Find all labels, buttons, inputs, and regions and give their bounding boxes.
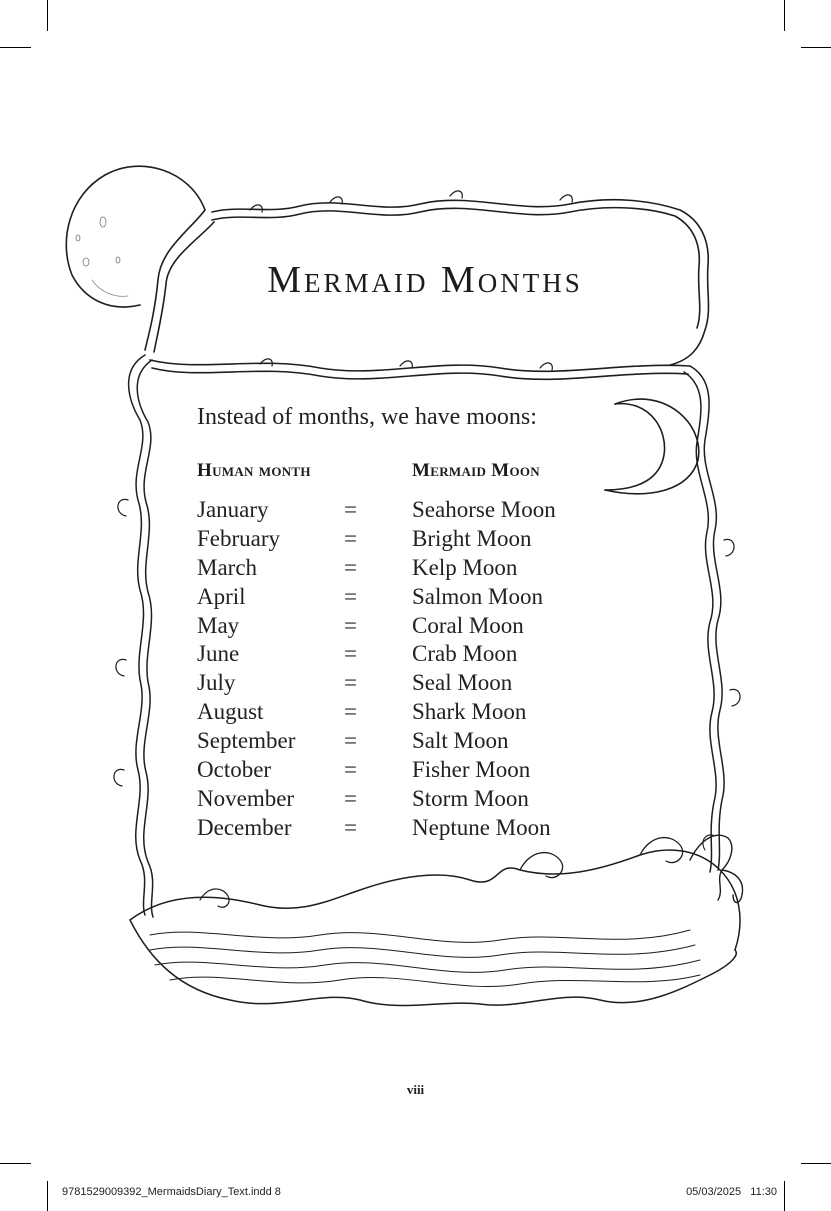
human-month: December: [197, 814, 292, 840]
table-row: [197, 814, 597, 843]
mermaid-moon: Fisher Moon: [412, 757, 531, 783]
slug-filename: 9781529009392_MermaidsDiary_Text.indd 8: [62, 1186, 281, 1198]
left-scroll-border: [114, 355, 153, 917]
mermaid-moon: Coral Moon: [412, 612, 524, 638]
right-scroll-border: [684, 366, 740, 872]
equals-sign: =: [344, 554, 357, 580]
equals-sign: =: [344, 612, 357, 638]
crescent-moon-icon: [605, 399, 699, 494]
mermaid-moon: Seal Moon: [412, 670, 513, 696]
title-word-2: Months: [441, 259, 583, 301]
page-number: viii: [406, 1082, 425, 1097]
mermaid-moon: Neptune Moon: [412, 814, 551, 840]
equals-sign: =: [344, 757, 357, 783]
table-row: [197, 785, 597, 814]
table-row: [197, 640, 597, 669]
equals-sign: =: [344, 814, 357, 840]
human-month: May: [197, 612, 240, 638]
slug-datetime: 05/03/2025 11:30: [686, 1186, 777, 1198]
human-month: June: [197, 641, 240, 667]
equals-sign: =: [344, 670, 357, 696]
month-table: [197, 496, 597, 843]
mermaid-moon: Bright Moon: [412, 525, 532, 551]
crop-mark-bottom-right-v: [784, 1181, 785, 1211]
crop-mark-top-right-v: [784, 0, 785, 31]
human-month: February: [197, 525, 281, 551]
mermaid-moon: Seahorse Moon: [412, 497, 556, 522]
mermaid-moon: Kelp Moon: [412, 554, 518, 580]
equals-sign: =: [344, 785, 357, 811]
column-header-human-month: Human month: [197, 460, 311, 481]
human-month: January: [197, 497, 269, 522]
table-row: [197, 496, 597, 525]
equals-sign: =: [344, 641, 357, 667]
equals-sign: =: [344, 583, 357, 609]
title-word-1: Mermaid: [267, 259, 429, 301]
crop-mark-top-right-h: [801, 47, 831, 48]
human-month: September: [197, 728, 296, 754]
seahorses: [690, 835, 743, 903]
table-row: [197, 525, 597, 554]
mermaid-moon: Salmon Moon: [412, 583, 543, 609]
table-row: [197, 583, 597, 612]
mermaid-moon: Storm Moon: [412, 785, 529, 811]
equals-sign: =: [344, 728, 357, 754]
mermaid-moon: Crab Moon: [412, 641, 518, 667]
table-row: [197, 727, 597, 756]
full-moon-icon: [66, 166, 205, 307]
equals-sign: =: [344, 699, 357, 725]
mermaid-moon: Salt Moon: [412, 728, 509, 754]
table-row: [197, 756, 597, 785]
table-row: [197, 669, 597, 698]
intro-text: Instead of months, we have moons:: [197, 404, 537, 430]
table-row: [197, 554, 597, 583]
page-title: [200, 258, 650, 302]
crop-mark-top-left-h: [0, 47, 31, 48]
table-row: [197, 612, 597, 641]
equals-sign: =: [344, 497, 357, 522]
human-month: August: [197, 699, 264, 725]
crop-mark-top-left-v: [47, 0, 48, 31]
table-row: [197, 698, 597, 727]
mermaid-moon: Shark Moon: [412, 699, 527, 725]
human-month: November: [197, 785, 295, 811]
human-month: July: [197, 670, 236, 696]
crop-mark-bottom-right-h: [801, 1163, 831, 1164]
column-header-mermaid-moon: Mermaid Moon: [412, 460, 540, 481]
human-month: April: [197, 583, 246, 609]
equals-sign: =: [344, 525, 357, 551]
crop-mark-bottom-left-h: [0, 1163, 31, 1164]
crop-mark-bottom-left-v: [47, 1181, 48, 1211]
human-month: March: [197, 554, 258, 580]
human-month: October: [197, 757, 272, 783]
ocean-waves: [130, 838, 740, 1006]
